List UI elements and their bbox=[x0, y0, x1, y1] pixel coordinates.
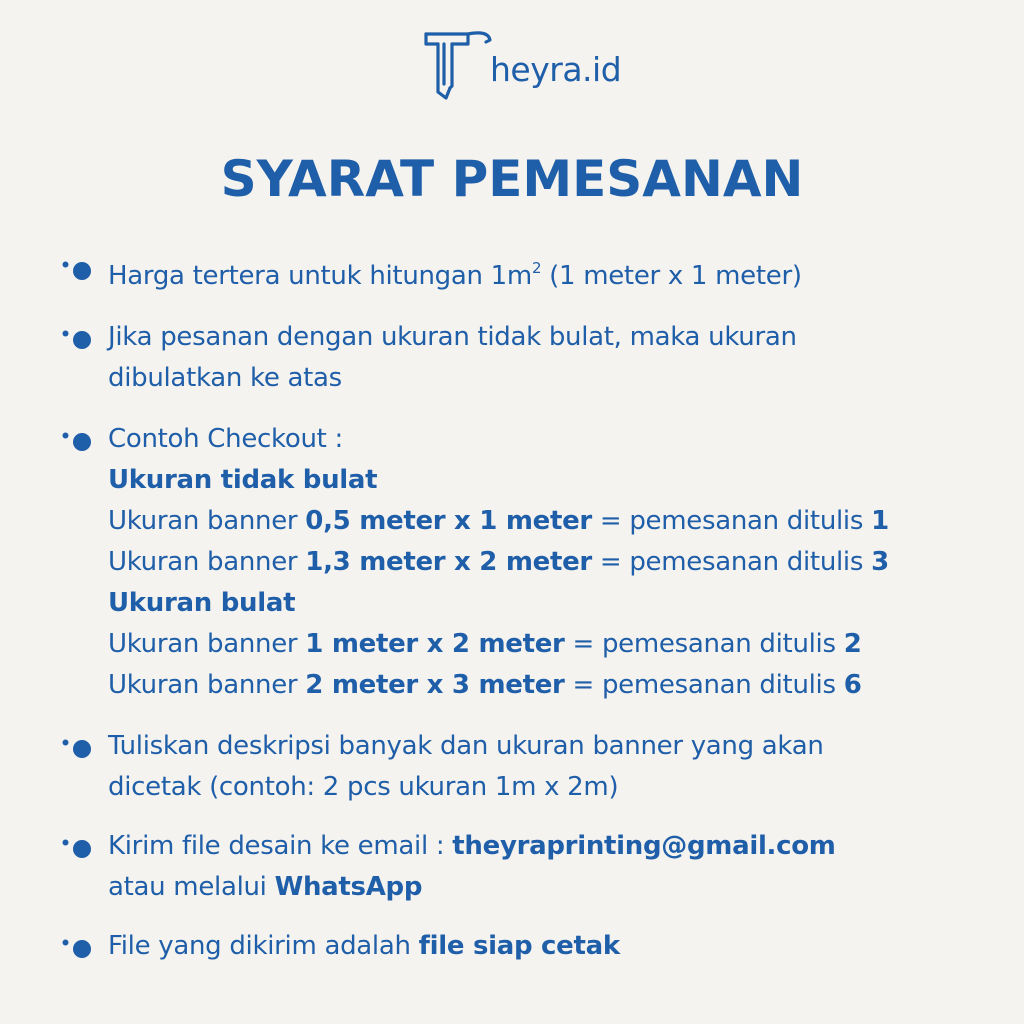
item-text: Kirim file desain ke email : theyraprinting@gmail.com bbox=[108, 831, 836, 861]
list-item bbox=[62, 317, 1022, 399]
brand-logo bbox=[424, 26, 621, 100]
example-row: Ukuran banner 1,3 meter x 2 meter = pemesanan ditulis 3 bbox=[108, 547, 889, 577]
section-heading: Ukuran tidak bulat bbox=[108, 465, 378, 495]
item-text: Contoh Checkout : bbox=[108, 424, 343, 454]
example-row: Ukuran banner 0,5 meter x 1 meter = pemesanan ditulis 1 bbox=[108, 506, 889, 536]
brand-name: heyra.id bbox=[490, 50, 622, 89]
bullet-dot-icon bbox=[62, 739, 94, 759]
whatsapp-link[interactable]: WhatsApp bbox=[274, 872, 423, 902]
t-ribbon-logo-icon bbox=[424, 26, 492, 100]
list-item bbox=[62, 826, 1022, 908]
bullet-dot-icon bbox=[62, 432, 94, 452]
item-text: Harga tertera untuk hitungan $1m^2$ (1 meter x 1 meter) bbox=[108, 259, 802, 291]
item-text: Jika pesanan dengan ukuran tidak bulat, maka ukuran bbox=[108, 322, 797, 352]
list-item bbox=[62, 726, 1022, 808]
bullet-dot-icon bbox=[62, 261, 94, 281]
example-row: Ukuran banner 1 meter x 2 meter = pemesanan ditulis 2 bbox=[108, 629, 862, 659]
item-text: dibulatkan ke atas bbox=[108, 363, 342, 393]
bullet-dot-icon bbox=[62, 939, 94, 959]
page-title: SYARAT PEMESANAN bbox=[220, 150, 804, 208]
terms-list bbox=[62, 248, 1022, 967]
bullet-dot-icon bbox=[62, 839, 94, 859]
list-item bbox=[62, 926, 1022, 967]
item-text: atau melalui WhatsApp bbox=[108, 872, 423, 902]
email-link[interactable]: theyraprinting@gmail.com bbox=[452, 831, 836, 861]
list-item bbox=[62, 419, 1022, 706]
item-text: dicetak (contoh: 2 pcs ukuran 1m x 2m) bbox=[108, 772, 619, 802]
bullet-dot-icon bbox=[62, 330, 94, 350]
item-text: Tuliskan deskripsi banyak dan ukuran banner yang akan bbox=[108, 731, 824, 761]
item-text: File yang dikirim adalah file siap cetak bbox=[108, 931, 620, 961]
section-heading: Ukuran bulat bbox=[108, 588, 296, 618]
list-item bbox=[62, 248, 1022, 297]
example-row: Ukuran banner 2 meter x 3 meter = pemesanan ditulis 6 bbox=[108, 670, 862, 700]
